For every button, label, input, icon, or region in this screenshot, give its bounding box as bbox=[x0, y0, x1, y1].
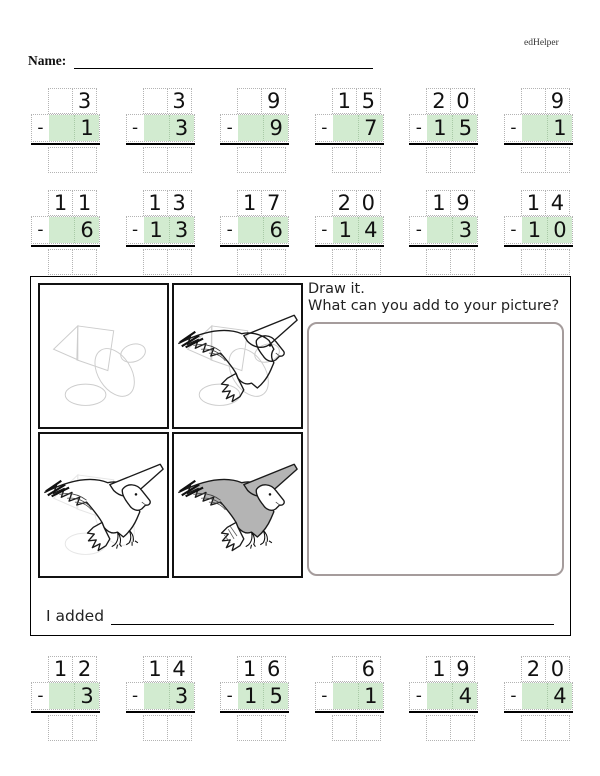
digit-cell-highlight bbox=[522, 115, 547, 141]
minus-spacer bbox=[31, 715, 48, 741]
i-added-blank-line bbox=[111, 607, 554, 625]
answer-row bbox=[126, 715, 195, 741]
minus-spacer bbox=[31, 190, 48, 216]
answer-cell bbox=[356, 147, 381, 173]
digit-cell-highlight bbox=[333, 115, 358, 141]
answer-cell bbox=[167, 147, 192, 173]
minus-spacer bbox=[409, 249, 426, 275]
answer-line bbox=[315, 245, 384, 247]
eagle-eye bbox=[135, 493, 138, 496]
minuend-row bbox=[409, 656, 478, 682]
minus-spacer bbox=[126, 249, 143, 275]
answer-cell bbox=[48, 249, 73, 275]
eagle-eye bbox=[269, 493, 272, 496]
minuend-row bbox=[409, 88, 478, 114]
digit-cell: 9 bbox=[450, 656, 475, 682]
digit-cell-highlight: 3 bbox=[169, 217, 194, 243]
answer-cell bbox=[72, 147, 97, 173]
minus-spacer bbox=[409, 147, 426, 173]
answer-cell bbox=[237, 715, 262, 741]
subtraction-problem bbox=[31, 656, 100, 741]
answer-cell bbox=[237, 249, 262, 275]
answer-line bbox=[409, 245, 478, 247]
digit-cell: 1 bbox=[521, 190, 546, 216]
answer-row bbox=[409, 715, 478, 741]
minus-sign: - bbox=[132, 118, 139, 138]
answer-cell bbox=[356, 715, 381, 741]
answer-row bbox=[126, 147, 195, 173]
digit-cell: 2 bbox=[72, 656, 97, 682]
answer-cell bbox=[143, 147, 168, 173]
minus-spacer bbox=[409, 88, 426, 114]
answer-cell bbox=[261, 147, 286, 173]
answer-line bbox=[504, 143, 573, 145]
digit-cell-highlight: 5 bbox=[452, 115, 477, 141]
minuend-row bbox=[220, 88, 289, 114]
answer-row bbox=[315, 147, 384, 173]
digit-cell bbox=[48, 88, 73, 114]
minus-spacer bbox=[409, 190, 426, 216]
minuend-row bbox=[315, 190, 384, 216]
digit-cell-highlight: 3 bbox=[74, 683, 99, 709]
minus-sign: - bbox=[415, 220, 422, 240]
minuend-row bbox=[31, 88, 100, 114]
answer-row bbox=[126, 249, 195, 275]
subtrahend-row bbox=[126, 114, 195, 142]
minus-spacer bbox=[504, 190, 521, 216]
edhelper-logo: edHelper bbox=[524, 38, 559, 48]
subtraction-problem bbox=[126, 190, 195, 275]
minus-spacer bbox=[220, 656, 237, 682]
digit-cell-highlight: 6 bbox=[74, 217, 99, 243]
answer-cell bbox=[332, 715, 357, 741]
minus-spacer bbox=[220, 249, 237, 275]
minus-sign: - bbox=[132, 220, 139, 240]
minuend-row bbox=[31, 656, 100, 682]
name-label: Name: bbox=[28, 53, 67, 68]
minuend-row bbox=[504, 656, 573, 682]
digit-cell-highlight bbox=[144, 115, 169, 141]
minus-spacer bbox=[315, 88, 332, 114]
answer-row bbox=[220, 249, 289, 275]
name-field-row bbox=[28, 52, 373, 69]
digit-cell: 7 bbox=[261, 190, 286, 216]
answer-cell bbox=[167, 249, 192, 275]
subtraction-row-1 bbox=[31, 88, 573, 173]
eagle-step-image bbox=[40, 285, 167, 427]
digit-cell-highlight bbox=[427, 683, 452, 709]
answer-line bbox=[409, 143, 478, 145]
subtrahend-row bbox=[31, 216, 100, 244]
minuend-row bbox=[409, 190, 478, 216]
digit-cell-highlight bbox=[49, 115, 74, 141]
subtrahend-row bbox=[315, 216, 384, 244]
answer-cell bbox=[545, 715, 570, 741]
minuend-row bbox=[315, 88, 384, 114]
minus-spacer bbox=[126, 656, 143, 682]
minus-spacer bbox=[220, 88, 237, 114]
answer-line bbox=[409, 711, 478, 713]
subtraction-problem bbox=[504, 656, 573, 741]
digit-cell bbox=[237, 88, 262, 114]
answer-row bbox=[31, 249, 100, 275]
i-added-row bbox=[46, 607, 554, 625]
subtraction-row-2 bbox=[31, 190, 573, 275]
digit-cell-highlight: 9 bbox=[263, 115, 288, 141]
answer-cell bbox=[356, 249, 381, 275]
answer-line bbox=[126, 245, 195, 247]
subtrahend-row bbox=[31, 114, 100, 142]
minuend-row bbox=[126, 190, 195, 216]
minus-spacer bbox=[504, 147, 521, 173]
digit-cell: 5 bbox=[356, 88, 381, 114]
answer-cell bbox=[167, 715, 192, 741]
subtraction-problem bbox=[126, 656, 195, 741]
answer-cell bbox=[450, 147, 475, 173]
answer-cell bbox=[426, 715, 451, 741]
digit-cell: 1 bbox=[72, 190, 97, 216]
answer-line bbox=[220, 711, 289, 713]
digit-cell-highlight bbox=[49, 217, 74, 243]
digit-cell: 9 bbox=[261, 88, 286, 114]
answer-cell bbox=[450, 715, 475, 741]
digit-cell-highlight bbox=[238, 115, 263, 141]
drawing-step-2-panel bbox=[172, 283, 303, 429]
minus-spacer bbox=[409, 656, 426, 682]
minus-spacer bbox=[504, 656, 521, 682]
drawing-blank-area bbox=[307, 322, 564, 576]
digit-cell-highlight: 1 bbox=[74, 115, 99, 141]
answer-line bbox=[31, 711, 100, 713]
digit-cell bbox=[332, 656, 357, 682]
answer-row bbox=[220, 715, 289, 741]
digit-cell-highlight: 1 bbox=[427, 115, 452, 141]
minus-sign: - bbox=[132, 686, 139, 706]
minus-sign: - bbox=[37, 220, 44, 240]
digit-cell-highlight: 0 bbox=[547, 217, 572, 243]
digit-cell: 9 bbox=[545, 88, 570, 114]
digit-cell: 4 bbox=[167, 656, 192, 682]
drawing-step-3-panel bbox=[38, 432, 169, 578]
minus-spacer bbox=[409, 715, 426, 741]
answer-row bbox=[409, 147, 478, 173]
digit-cell: 6 bbox=[261, 656, 286, 682]
answer-cell bbox=[48, 147, 73, 173]
eagle-step-panels bbox=[38, 283, 303, 578]
digit-cell: 3 bbox=[167, 190, 192, 216]
answer-cell bbox=[48, 715, 73, 741]
subtraction-problem bbox=[220, 88, 289, 173]
subtraction-row-3 bbox=[31, 656, 573, 741]
digit-cell bbox=[143, 88, 168, 114]
subtrahend-row bbox=[126, 216, 195, 244]
digit-cell-highlight: 1 bbox=[144, 217, 169, 243]
subtraction-problem bbox=[126, 88, 195, 173]
minuend-row bbox=[220, 656, 289, 682]
minus-sign: - bbox=[415, 686, 422, 706]
digit-cell: 1 bbox=[48, 190, 73, 216]
subtraction-problem bbox=[504, 190, 573, 275]
minus-spacer bbox=[126, 190, 143, 216]
answer-cell bbox=[521, 249, 546, 275]
subtrahend-row bbox=[409, 216, 478, 244]
minus-spacer bbox=[220, 147, 237, 173]
answer-cell bbox=[426, 147, 451, 173]
digit-cell: 1 bbox=[237, 656, 262, 682]
subtrahend-row bbox=[315, 682, 384, 710]
minus-sign: - bbox=[510, 220, 517, 240]
eagle-step-image bbox=[40, 434, 167, 576]
subtraction-problem bbox=[315, 88, 384, 173]
drawing-step-4-panel bbox=[172, 432, 303, 578]
minus-spacer bbox=[315, 249, 332, 275]
minus-sign: - bbox=[226, 220, 233, 240]
digit-cell-highlight: 3 bbox=[169, 683, 194, 709]
minuend-row bbox=[504, 88, 573, 114]
digit-cell-highlight bbox=[144, 683, 169, 709]
answer-line bbox=[126, 711, 195, 713]
digit-cell-highlight: 1 bbox=[238, 683, 263, 709]
digit-cell: 1 bbox=[332, 88, 357, 114]
answer-line bbox=[220, 143, 289, 145]
minus-spacer bbox=[220, 715, 237, 741]
minus-spacer bbox=[31, 88, 48, 114]
digit-cell-highlight bbox=[238, 217, 263, 243]
digit-cell: 1 bbox=[426, 656, 451, 682]
answer-line bbox=[315, 143, 384, 145]
subtrahend-row bbox=[31, 682, 100, 710]
digit-cell-highlight: 1 bbox=[358, 683, 383, 709]
digit-cell-highlight bbox=[427, 217, 452, 243]
subtrahend-row bbox=[504, 216, 573, 244]
answer-line bbox=[31, 143, 100, 145]
digit-cell: 3 bbox=[167, 88, 192, 114]
answer-cell bbox=[332, 249, 357, 275]
digit-cell-highlight: 1 bbox=[547, 115, 572, 141]
answer-row bbox=[315, 715, 384, 741]
minus-spacer bbox=[315, 190, 332, 216]
minus-spacer bbox=[220, 190, 237, 216]
minus-spacer bbox=[315, 656, 332, 682]
eagle-step-image bbox=[174, 434, 301, 576]
answer-cell bbox=[521, 147, 546, 173]
answer-cell bbox=[237, 147, 262, 173]
digit-cell-highlight: 7 bbox=[358, 115, 383, 141]
minus-spacer bbox=[126, 88, 143, 114]
answer-row bbox=[220, 147, 289, 173]
answer-line bbox=[504, 711, 573, 713]
minus-spacer bbox=[504, 715, 521, 741]
subtraction-problem bbox=[220, 656, 289, 741]
minus-sign: - bbox=[37, 686, 44, 706]
minus-sign: - bbox=[415, 118, 422, 138]
answer-cell bbox=[545, 147, 570, 173]
minus-sign: - bbox=[37, 118, 44, 138]
minus-sign: - bbox=[321, 686, 328, 706]
minuend-row bbox=[31, 190, 100, 216]
digit-cell: 1 bbox=[143, 656, 168, 682]
answer-row bbox=[504, 147, 573, 173]
minus-sign: - bbox=[226, 118, 233, 138]
answer-line bbox=[220, 245, 289, 247]
answer-cell bbox=[143, 249, 168, 275]
digit-cell: 1 bbox=[237, 190, 262, 216]
minus-spacer bbox=[31, 147, 48, 173]
subtraction-problem bbox=[31, 88, 100, 173]
construction-shapes bbox=[54, 326, 148, 405]
digit-cell: 1 bbox=[48, 656, 73, 682]
draw-it-label: Draw it. bbox=[308, 281, 365, 297]
answer-row bbox=[31, 147, 100, 173]
minus-sign: - bbox=[321, 220, 328, 240]
digit-cell: 4 bbox=[545, 190, 570, 216]
answer-cell bbox=[332, 147, 357, 173]
subtrahend-row bbox=[220, 114, 289, 142]
answer-cell bbox=[450, 249, 475, 275]
digit-cell-highlight: 4 bbox=[452, 683, 477, 709]
digit-cell-highlight: 6 bbox=[263, 217, 288, 243]
answer-cell bbox=[261, 715, 286, 741]
construction-shapes bbox=[188, 326, 282, 405]
subtraction-problem bbox=[409, 190, 478, 275]
subtraction-problem bbox=[315, 190, 384, 275]
minuend-row bbox=[126, 656, 195, 682]
subtraction-problem bbox=[409, 88, 478, 173]
subtraction-problem bbox=[504, 88, 573, 173]
subtrahend-row bbox=[220, 682, 289, 710]
digit-cell-highlight: 4 bbox=[547, 683, 572, 709]
digit-cell-highlight: 1 bbox=[522, 217, 547, 243]
digit-cell-highlight: 3 bbox=[452, 217, 477, 243]
minuend-row bbox=[220, 190, 289, 216]
minuend-row bbox=[315, 656, 384, 682]
subtrahend-row bbox=[315, 114, 384, 142]
digit-cell-highlight bbox=[522, 683, 547, 709]
minuend-row bbox=[126, 88, 195, 114]
subtrahend-row bbox=[504, 114, 573, 142]
subtraction-problem bbox=[315, 656, 384, 741]
subtraction-problem bbox=[409, 656, 478, 741]
answer-cell bbox=[426, 249, 451, 275]
digit-cell-highlight: 5 bbox=[263, 683, 288, 709]
subtraction-problem bbox=[31, 190, 100, 275]
minus-sign: - bbox=[321, 118, 328, 138]
minus-sign: - bbox=[226, 686, 233, 706]
minus-spacer bbox=[126, 147, 143, 173]
minus-sign: - bbox=[510, 686, 517, 706]
digit-cell-highlight: 4 bbox=[358, 217, 383, 243]
digit-cell: 0 bbox=[356, 190, 381, 216]
answer-line bbox=[31, 245, 100, 247]
answer-cell bbox=[143, 715, 168, 741]
minuend-row bbox=[504, 190, 573, 216]
digit-cell-highlight bbox=[49, 683, 74, 709]
i-added-label: I added bbox=[46, 607, 105, 625]
subtrahend-row bbox=[126, 682, 195, 710]
digit-cell: 3 bbox=[72, 88, 97, 114]
answer-cell bbox=[72, 249, 97, 275]
answer-cell bbox=[545, 249, 570, 275]
subtrahend-row bbox=[220, 216, 289, 244]
digit-cell-highlight bbox=[333, 683, 358, 709]
subtrahend-row bbox=[409, 682, 478, 710]
subtrahend-row bbox=[409, 114, 478, 142]
digit-cell: 1 bbox=[143, 190, 168, 216]
answer-row bbox=[315, 249, 384, 275]
answer-row bbox=[409, 249, 478, 275]
minus-spacer bbox=[31, 249, 48, 275]
answer-row bbox=[504, 715, 573, 741]
minus-spacer bbox=[504, 88, 521, 114]
digit-cell-highlight: 1 bbox=[333, 217, 358, 243]
answer-row bbox=[504, 249, 573, 275]
eagle-head bbox=[256, 336, 284, 361]
eagle-eye bbox=[269, 344, 272, 347]
drawing-activity-box bbox=[30, 276, 571, 636]
drawing-step-1-panel bbox=[38, 283, 169, 429]
draw-prompt bbox=[308, 281, 559, 315]
digit-cell: 0 bbox=[545, 656, 570, 682]
minus-sign: - bbox=[510, 118, 517, 138]
subtrahend-row bbox=[504, 682, 573, 710]
answer-line bbox=[126, 143, 195, 145]
digit-cell: 2 bbox=[426, 88, 451, 114]
answer-cell bbox=[521, 715, 546, 741]
digit-cell: 2 bbox=[332, 190, 357, 216]
digit-cell: 1 bbox=[426, 190, 451, 216]
answer-cell bbox=[261, 249, 286, 275]
minus-spacer bbox=[31, 656, 48, 682]
answer-line bbox=[315, 711, 384, 713]
digit-cell-highlight: 3 bbox=[169, 115, 194, 141]
minus-spacer bbox=[126, 715, 143, 741]
digit-cell: 0 bbox=[450, 88, 475, 114]
digit-cell: 9 bbox=[450, 190, 475, 216]
digit-cell bbox=[521, 88, 546, 114]
name-blank-line bbox=[74, 52, 373, 69]
answer-cell bbox=[72, 715, 97, 741]
answer-line bbox=[504, 245, 573, 247]
minus-spacer bbox=[315, 715, 332, 741]
digit-cell: 6 bbox=[356, 656, 381, 682]
eagle-step-image bbox=[174, 285, 301, 427]
minus-spacer bbox=[504, 249, 521, 275]
digit-cell: 2 bbox=[521, 656, 546, 682]
minus-spacer bbox=[315, 147, 332, 173]
subtraction-problem bbox=[220, 190, 289, 275]
draw-question-label: What can you add to your picture? bbox=[308, 298, 560, 314]
answer-row bbox=[31, 715, 100, 741]
